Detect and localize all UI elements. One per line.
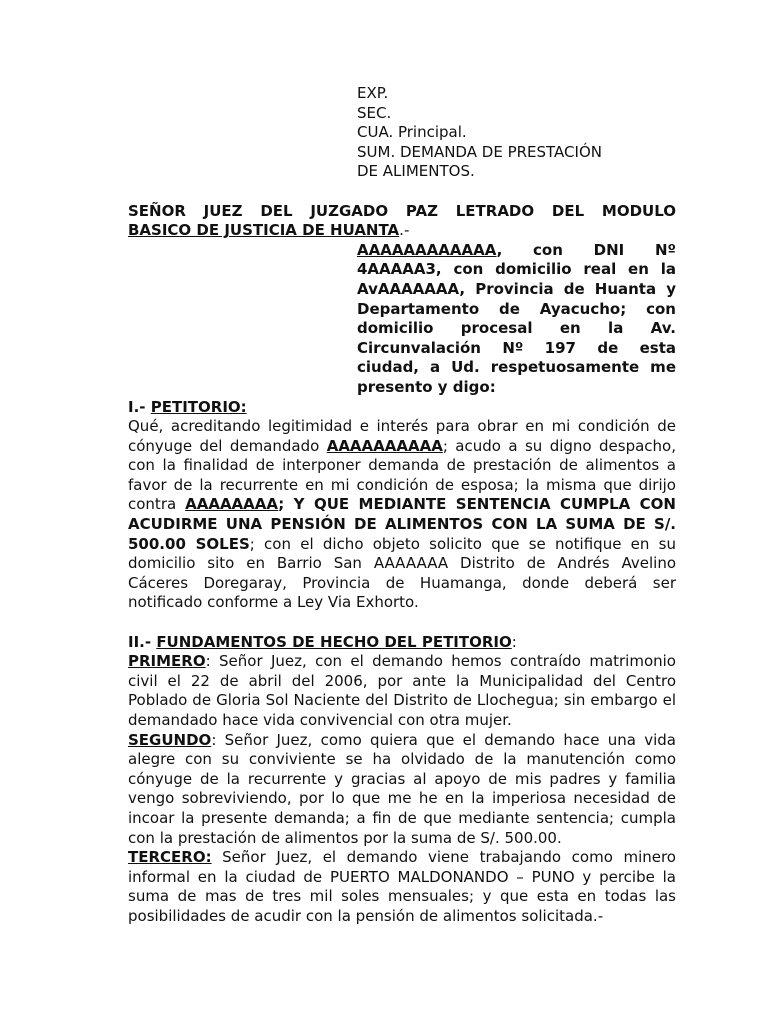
requester-text: , con DNI Nº 4AAAAA3, con domicilio real en la AvAAAAAAA, Provincia de Huanta y Departamento de Ayacucho; con domicilio procesal en la Av. Circunvalación Nº 197 de esta ciudad, a Ud. respetuosamente me presento y digo:: [357, 240, 676, 396]
addressee: [128, 202, 676, 241]
petitorio-number: I.-: [128, 397, 151, 416]
fundamentos-title-tail: :: [511, 632, 517, 651]
addressee-tail: .-: [399, 221, 410, 240]
fundamento-tercero: [128, 848, 676, 926]
petitorio-heading: [128, 398, 676, 418]
cua-line: CUA. Principal.: [357, 123, 467, 142]
sum-de: DE: [481, 142, 503, 161]
sec-line: SEC.: [357, 103, 392, 122]
sum-line-2: DE ALIMENTOS.: [357, 162, 475, 181]
exp-line: EXP.: [357, 84, 389, 102]
segundo-label: SEGUNDO: [128, 730, 212, 749]
tercero-text: Señor Juez, el demando viene trabajando como minero informal en la ciudad de PUERTO MALDONANDO – PUNO y percibe la suma de mas de tres mil soles mensuales; y que esta en todas las posibilidades de acudir con la pensión de alimentos solicitada.-: [128, 848, 676, 925]
petitorio-title: PETITORIO:: [150, 397, 247, 416]
fundamentos-title: FUNDAMENTOS DE HECHO DEL PETITORIO: [156, 632, 512, 651]
addressee-court: BASICO DE JUSTICIA DE HUANTA: [128, 221, 400, 240]
sum-prestacion: PRESTACIÓN: [507, 142, 602, 161]
petitorio-paragraph: [128, 417, 676, 613]
requester-block: [357, 241, 676, 398]
case-header: [357, 84, 676, 182]
document-page: [128, 84, 676, 927]
requester-name: AAAAAAAAAAAA: [357, 240, 497, 259]
sum-label: SUM. DEMANDA: [357, 142, 477, 161]
sum-line: [357, 143, 646, 163]
segundo-text: : Señor Juez, como quiera que el demando hace una vida alegre con su conviviente se ha olvidado de la manutención como cónyuge de la recurrente y gracias al apoyo de mis padres y familia vengo sobreviviendo, por lo que me he en la imperiosa necesidad de incoar la presente demanda; a fin de que mediante sentencia; cumpla con la prestación de alimentos por la suma de S/. 500.00.: [128, 730, 676, 847]
tercero-label: TERCERO:: [128, 848, 212, 867]
fundamento-segundo: [128, 731, 676, 849]
fundamentos-number: II.-: [128, 632, 157, 651]
petitorio-text-2: ; acudo a su digno despacho, con la finalidad de interponer demanda de prestación de alimentos a favor de la recurrente en mi condición de esposa; la misma que dirijo contra: [128, 436, 676, 514]
spacer: [128, 613, 676, 633]
primero-label: PRIMERO: [128, 652, 206, 671]
defendant-name-2: AAAAAAAA: [185, 495, 279, 514]
petitorio-text-3: ; con el dicho objeto solicito que se notifique en su domicilio sito en Barrio San AAAAAAA Distrito de Andrés Avelino Cáceres Doregaray, Provincia de Huamanga, donde deberá ser notificado conforme a Ley Via Exhorto.: [128, 534, 676, 612]
primero-text: : Señor Juez, con el demando hemos contraído matrimonio civil el 22 de abril del 2006, por ante la Municipalidad del Centro Poblado de Gloria Sol Naciente del Distrito de Llochegua; sin embargo el demandado hace vida convivencial con otra mujer.: [128, 652, 676, 729]
fundamentos-heading: [128, 633, 676, 653]
fundamento-primero: [128, 652, 676, 730]
addressee-line-1: SEÑOR JUEZ DEL JUZGADO PAZ LETRADO DEL MODULO: [128, 201, 676, 220]
spacer: [128, 182, 676, 202]
defendant-name-1: AAAAAAAAAA: [326, 436, 443, 455]
petitorio-claim: ; Y QUE MEDIANTE SENTENCIA CUMPLA CON ACUDIRME UNA PENSIÓN DE ALIMENTOS CON LA SUMA DE S/. 500.00 SOLES: [128, 495, 676, 553]
petitorio-text-1: Qué, acreditando legitimidad e interés para obrar en mi condición de cónyuge del demandado: [128, 417, 676, 455]
